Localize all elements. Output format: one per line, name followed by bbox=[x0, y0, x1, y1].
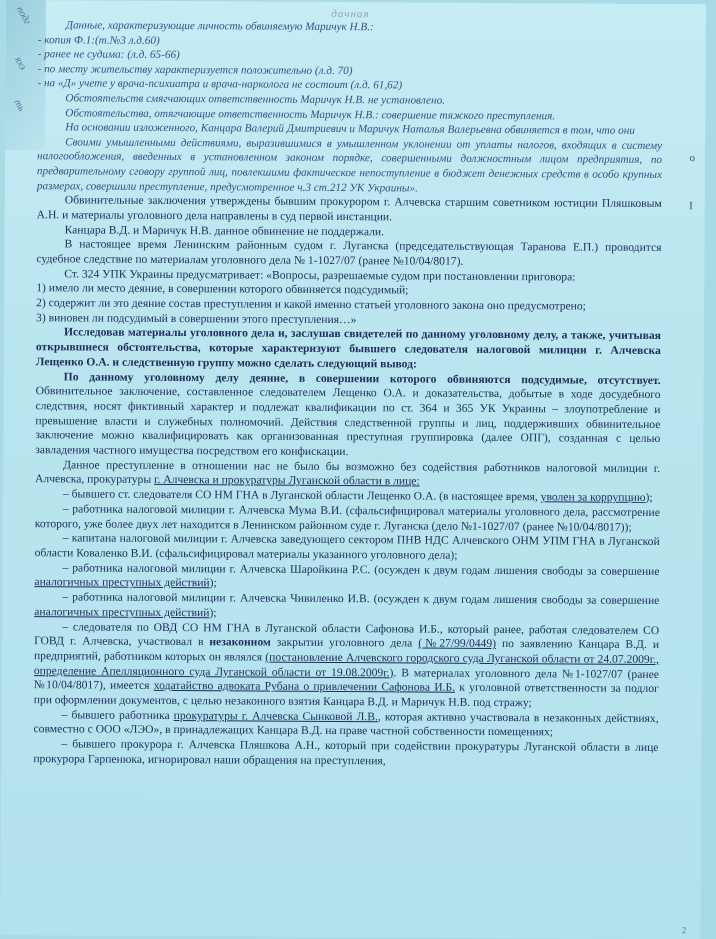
question-item: 1) имело ли место деяние, в совершении которого обвиняется подсудимый; bbox=[36, 281, 409, 297]
paragraph bbox=[35, 458, 660, 491]
underlined-text: уволен за коррупцию bbox=[540, 490, 646, 505]
document-body bbox=[33, 6, 663, 770]
margin-mark: о bbox=[689, 152, 696, 165]
text: закрытии уголовного дела bbox=[270, 635, 419, 650]
italic-line: На основании изложенного, Канцара Валерий Дмитриевич и Маричук Наталья Валерьевна обвиняется в том, что они bbox=[65, 121, 635, 138]
text: – бывшего работника bbox=[61, 708, 174, 722]
underlined-text: (постановление Алчевского городского суда Луганской области от 24.07.2009г., определение Апелляционного суда Луганской области от 19.08.2009г.) bbox=[33, 650, 660, 680]
question-item: 2) содержит ли это деяние состав преступления и какой именно статьей уголовного закона оно предусмотрено; bbox=[36, 296, 586, 313]
conclusion-text: Обвинительное заключение, составленное следователем Лещенко О.А. и доказательства, добытые в ходе досудебного следствия, носят фиктивный характер и подлежат квалификации по ст. 364 и 365 УК Украины – злоупотребление и превышение власти и служебных полномочий. Действия следственной группы и лиц, поддерживших обвинительное заключение можно квалифицировать как организованная преступная группировка (далее ОПГ), созданная с целью завладения частного имущества посредством его конфискации. bbox=[35, 384, 661, 459]
text: , которая активно участвовала в незаконных действиях, совместно с ООО «ЛЭО», в принадлежащих Канцара В.Д. на праве частной собственности помещениях; bbox=[33, 710, 659, 739]
page-number: 2 bbox=[681, 925, 687, 936]
text: – работника налоговой милиции г. Алчевска Чивиленко И.В. (осужден к двум годам лишения свободы за совершение bbox=[62, 590, 660, 608]
underlined-text: прокуратуры г. Алчевска Сынковой Л.В. bbox=[173, 708, 378, 724]
text: ); bbox=[209, 576, 217, 590]
bold-paragraph: Исследовав материалы уголовного дела и, заслушав свидетелей по данному уголовному делу, а также, учитывая открывшиеся обстоятельства, которые характеризуют бывшего следователя налоговой милиции г. Алчевска Лещенко О.А. и следственную группу можно сделать следующий вывод: bbox=[35, 325, 661, 371]
italic-quote: Своими умышленными действиями, выразившимися в умышленном уклонении от уплаты налогов, входящих в систему налогообложения, введенных в установленном законом порядке, совершенными должностным лицом предприятия, по предварительному сговору группой лиц, повлекшими фактическое непоступление в бюджет денежных средств в особо крупных размерах, совершили преступление, предусмотренное ч.3 ст.212 УК Украины». bbox=[36, 136, 663, 195]
bold-text: незаконном bbox=[209, 635, 271, 649]
list-item: – бывшего прокурора г. Алчевска Пляшкова А.Н., который при содействии прокуратуры Луганской области в лице прокурора Гарпенюка, игнорировал наши обращения на преступления, bbox=[33, 737, 659, 768]
italic-line: - на «Д» учете у врача-психиатра и врача-нарколога не состоит (л.д. 61,62) bbox=[37, 77, 403, 92]
text: по заявлению Канцара В.Д. и предприятий, работником которых он являлся bbox=[33, 637, 660, 664]
paragraph: Канцара В.Д. и Маричук Н.В. данное обвинение не поддержали. bbox=[64, 222, 385, 238]
text: к уголовной ответственности за подлог при оформлении документов, с целью незаконного взятия Канцара В.Д. и Маричук Н.В. под стражу; bbox=[33, 681, 659, 710]
paragraph: Ст. 324 УПК Украины предусматривает: «Вопросы, разрешаемые судом при постановлении приговора: bbox=[64, 267, 576, 284]
margin-bleed-text: яхэ bbox=[12, 55, 29, 73]
list-item bbox=[34, 561, 659, 594]
margin-bleed-text: подг bbox=[13, 4, 33, 27]
question-item: 3) виновен ли подсудимый в совершении этого преступления…» bbox=[36, 310, 357, 326]
underlined-text: г. Алчевска и прокуратуры Луганской области в лице: bbox=[154, 473, 420, 489]
margin-mark: I bbox=[689, 200, 693, 213]
conclusion-bold: По данному уголовному делу деяние, в совершении которого обвиняются подсудимые, отсутствует. bbox=[63, 369, 661, 387]
underlined-text: аналогичных преступных действий bbox=[34, 575, 210, 590]
text: – следователя по ОВД СО НМ ГНА в Луганской области Сафонова И.Б., который ранее, работая следователем СО ГОВД г. Алчевска, участвовал в bbox=[34, 619, 660, 649]
underlined-text: ходатайство адвоката Рубана о привлечении Сафонова И.Б. bbox=[153, 679, 456, 695]
text: – бывшего ст. следователя СО НМ ГНА в Луганской области Лещенко О.А. (в настоящее время, bbox=[62, 487, 541, 504]
list-item bbox=[34, 590, 659, 623]
text: Данное преступление в отношении нас не было бы возможно без содействия работников налоговой милиции г. Алчевска, прокуратуры bbox=[35, 458, 661, 487]
list-item: – работника налоговой милиции г. Алчевска Мума В.И. (сфальсифицировал материалы уголовного дела, рассмотрение которого, уже более двух лет находится в Ленинском районном суде г. Луганска (дело №1-1027/07 (ранее №10/04/8017)); bbox=[34, 502, 660, 534]
text: ); bbox=[209, 606, 217, 620]
underlined-text: (№27/99/0449) bbox=[418, 636, 497, 651]
faded-header: дачная bbox=[331, 7, 370, 21]
text: . В материалах уголовного дела №1-1027/07 (ранее №10/04/8017), имеется bbox=[33, 666, 659, 693]
text: – работника налоговой милиции г. Алчевска Шаройкина Р.С. (осужден к двум годам лишения свободы за совершение bbox=[62, 561, 660, 578]
italic-line: Обстоятельства, отягчающие ответственность Маричук Н.В.: совершение тяжкого преступления. bbox=[65, 106, 556, 122]
conclusion-paragraph bbox=[35, 370, 661, 462]
underlined-text: аналогичных преступных действий bbox=[34, 604, 210, 620]
text: ); bbox=[645, 491, 653, 505]
list-item: – капитана налоговой милиции г. Алчевска заведующего сектором ПНВ НДС Алчевского ОНМ УПМ ГНА в Луганской области Коваленко В.И. (сфальсифицировал материалы указанного уголовного дела); bbox=[34, 531, 660, 562]
list-item bbox=[33, 708, 658, 741]
paragraph: Обвинительные заключения утверждены бывшим прокурором г. Алчевска старшим советником юстиции Пляшковым А.Н. и материалы уголовного дела направлены в суд первой инстанции. bbox=[36, 193, 662, 224]
paragraph: В настоящее время Ленинским районным судом г. Луганска (председательствующая Таранова Е.П.) проводится судебное следствие по материалам уголовного дела № 1-1027/07 (ранее №10/04/8017). bbox=[36, 237, 662, 268]
italic-line: Обстоятельств смягчающих ответственность Маричук Н.В. не установлено. bbox=[65, 92, 446, 107]
list-item bbox=[34, 620, 660, 712]
italic-line: - ранее не судима: (л.д. 65-66) bbox=[37, 48, 180, 62]
italic-line: - копия Ф.1:(т.№3 л.д.60) bbox=[37, 33, 160, 47]
italic-line: Данные, характеризующие личность обвиняемую Маричук Н.В.: bbox=[65, 19, 374, 34]
italic-line: - по месту жительству характеризуется положительно (л.д. 70) bbox=[37, 62, 353, 77]
margin-bleed-text: ть bbox=[11, 97, 27, 114]
